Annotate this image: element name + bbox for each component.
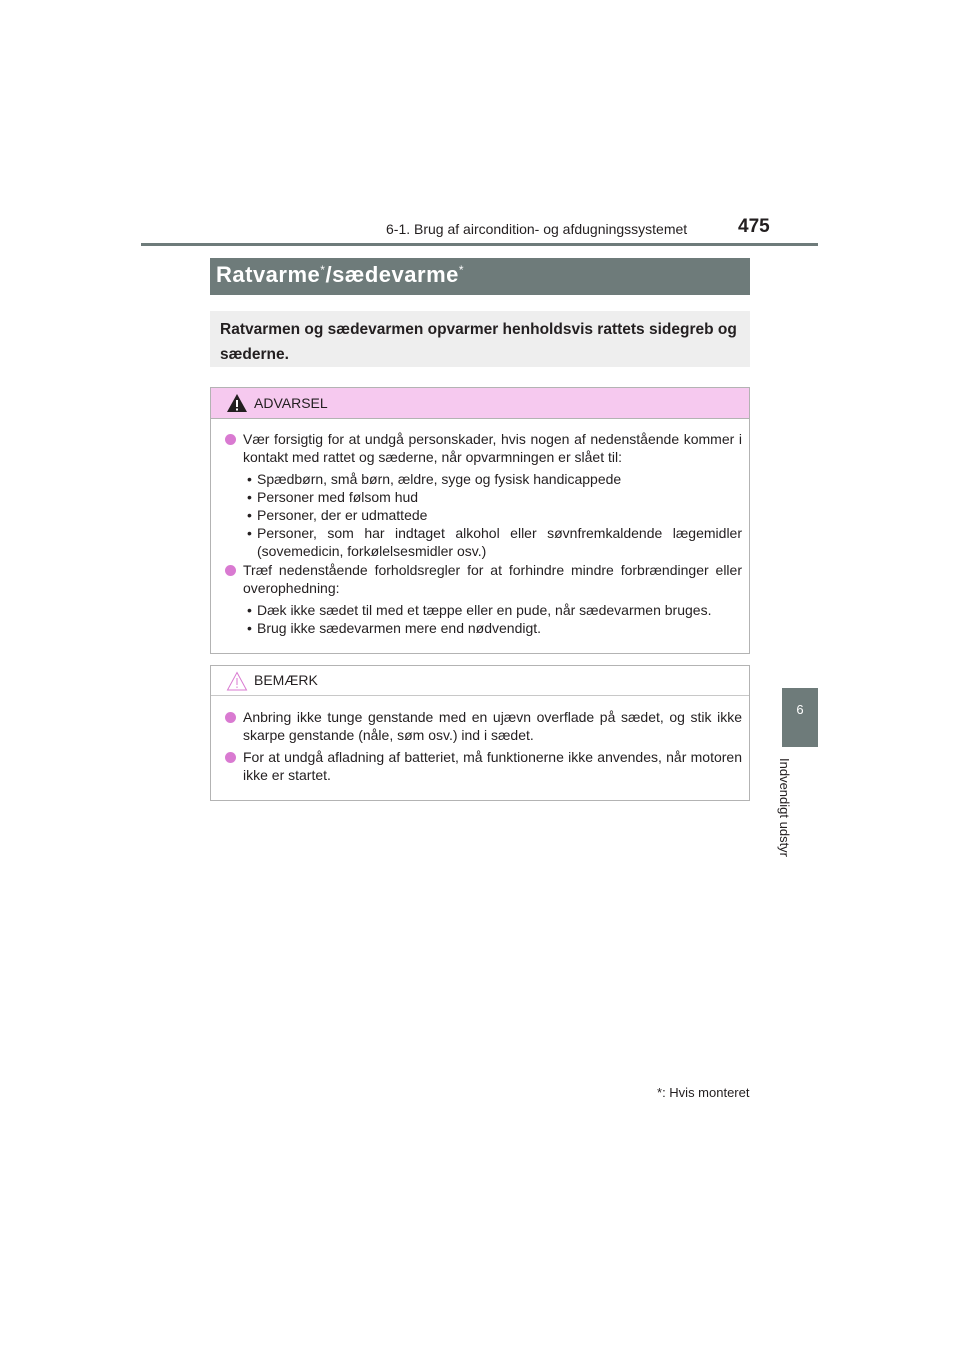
section-title-bar — [210, 258, 750, 295]
intro-box — [210, 311, 750, 367]
notice-heading: BEMÆRK — [254, 672, 318, 688]
title-part-2: /sædevarme — [325, 262, 459, 287]
warning-subitem: • Personer, som har indtaget alkohol eller søvnfremkaldende lægemidler (sovemedicin, forkølelsesmidler osv.) — [247, 525, 742, 559]
footnote-asterisk: * — [657, 1085, 663, 1100]
bullet-icon — [225, 752, 236, 763]
footnote — [657, 1085, 749, 1100]
section-title — [216, 262, 464, 288]
bullet-icon — [225, 565, 236, 576]
chapter-label-text: Indvendigt udstyr — [777, 758, 792, 858]
warning-heading: ADVARSEL — [254, 395, 328, 411]
title-asterisk-2: * — [458, 263, 465, 277]
warning-triangle-icon — [226, 393, 248, 413]
chapter-label — [760, 758, 840, 868]
intro-text: Ratvarmen og sædevarmen opvarmer henholdsvis rattets sidegreb og sæderne. — [220, 321, 737, 363]
notice-item-1 — [225, 708, 742, 744]
notice-header — [211, 666, 749, 696]
sub-bullet-icon: • — [247, 471, 252, 487]
warning-subitem: • Personer, der er udmattede — [247, 507, 428, 523]
warning-subitem: • Spædbørn, små børn, ældre, syge og fysisk handicappede — [247, 471, 622, 487]
warning-subitem: • Personer med følsom hud — [247, 489, 419, 505]
title-part-1: Ratvarme — [216, 262, 321, 287]
notice-item-1-text: Anbring ikke tunge genstande med en ujævn overflade på sædet, og stik ikke skarpe genstande (nåle, søm osv.) ind i sædet. — [243, 709, 742, 743]
notice-item-2-text: For at undgå afladning af batteriet, må funktionerne ikke anvendes, når motoren ikke er startet. — [243, 749, 742, 783]
warning-item-2-text: Træf nedenstående forholdsregler for at forhindre mindre forbrændinger eller overophedning: — [243, 562, 742, 596]
notice-triangle-icon — [226, 671, 248, 691]
notice-box — [210, 665, 750, 801]
page-number: 475 — [738, 216, 770, 237]
warning-item-2 — [225, 561, 742, 597]
section-header-text: 6-1. Brug af aircondition- og afdugningssystemet — [386, 221, 688, 237]
sub-bullet-icon: • — [247, 489, 252, 505]
warning-subitem: • Brug ikke sædevarmen mere end nødvendigt. — [247, 620, 542, 636]
warning-subitem: • Dæk ikke sædet til med et tæppe eller en pude, når sædevarmen bruges. — [247, 602, 712, 618]
warning-item-1 — [225, 430, 742, 466]
chapter-tab: 6 — [782, 688, 818, 747]
sub-bullet-icon: • — [247, 602, 252, 618]
warning-item-1-text: Vær forsigtig for at undgå personskader, hvis nogen af nedenstående kommer i kontakt med rattet og sæderne, når opvarmningen er slået til: — [243, 431, 742, 465]
bullet-icon — [225, 434, 236, 445]
sub-bullet-icon: • — [247, 507, 252, 523]
warning-box — [210, 387, 750, 654]
sub-bullet-icon: • — [247, 525, 252, 541]
footnote-text: : Hvis monteret — [662, 1085, 750, 1100]
header-rule — [141, 243, 818, 246]
sub-bullet-icon: • — [247, 620, 252, 636]
notice-item-2 — [225, 748, 742, 784]
title-asterisk-1: * — [320, 263, 326, 277]
warning-header — [211, 388, 749, 419]
bullet-icon — [225, 712, 236, 723]
